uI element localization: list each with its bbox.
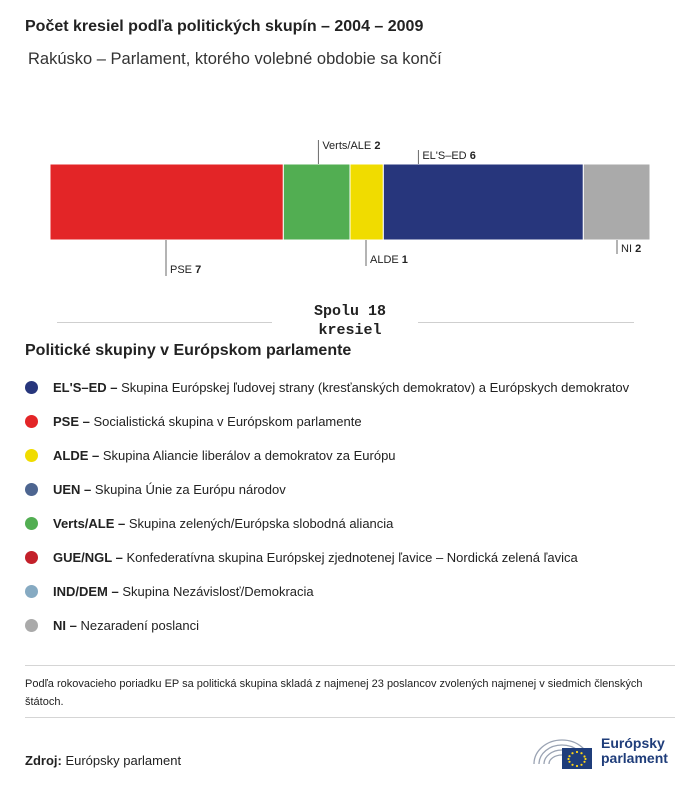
logo-line-1: Európsky	[601, 735, 665, 751]
bar-label-alde: ALDE 1	[370, 254, 408, 266]
legend-item-description: Socialistická skupina v Európskom parlamente	[93, 413, 362, 429]
legend-item-description: Konfederatívna skupina Európskej zjednotenej ľavice – Nordická zelená ľavica	[126, 549, 578, 565]
total-seats	[0, 300, 700, 340]
legend-item-abbr: GUE/NGL –	[53, 549, 123, 565]
legend-item-description: Skupina zelených/Európska slobodná aliancia	[128, 515, 394, 531]
total-seats-text: Spolu 18 kresiel	[313, 303, 386, 339]
legend-item-abbr: NI –	[53, 617, 77, 633]
legend-color-dot-icon	[25, 551, 38, 564]
legend-item-description: Skupina Aliancie liberálov a demokratov za Európu	[102, 447, 396, 463]
legend-item-description: Skupina Únie za Európu národov	[94, 481, 286, 497]
legend-item-abbr: IND/DEM –	[53, 583, 119, 599]
bar-segment-pse	[50, 164, 283, 240]
legend-item	[25, 608, 629, 642]
legend-item	[25, 370, 629, 404]
source-value: Európsky parlament	[65, 753, 182, 768]
legend-item	[25, 438, 629, 472]
chart-title: Počet kresiel podľa politických skupín – 2004 – 2009	[25, 18, 424, 35]
total-divider-right	[418, 322, 634, 323]
legend-color-dot-icon	[25, 483, 38, 496]
legend-item	[25, 574, 629, 608]
logo-line-2: parlament	[601, 750, 668, 766]
bar-segment-alde	[350, 164, 383, 240]
chart-subtitle: Rakúsko – Parlament, ktorého volebné obdobie sa končí	[28, 50, 442, 68]
legend-item-abbr: Verts/ALE –	[53, 515, 126, 531]
legend-color-dot-icon	[25, 381, 38, 394]
bar-label-ni: NI 2	[621, 243, 642, 255]
legend-color-dot-icon	[25, 619, 38, 632]
legend	[25, 370, 629, 642]
legend-item	[25, 506, 629, 540]
legend-item-description: Skupina Európskej ľudovej strany (kresťanských demokratov) a Európskych demokratov	[121, 379, 630, 395]
legend-color-dot-icon	[25, 415, 38, 428]
stacked-bar-chart	[0, 130, 700, 285]
source-label: Zdroj:	[25, 753, 62, 768]
legend-color-dot-icon	[25, 517, 38, 530]
legend-color-dot-icon	[25, 585, 38, 598]
legend-title: Politické skupiny v Európskom parlamente	[25, 342, 352, 359]
legend-item	[25, 472, 629, 506]
bar-segment-ni	[583, 164, 650, 240]
bar-segment-verts-ale	[283, 164, 350, 240]
legend-item	[25, 404, 629, 438]
parliament-hemicycle-icon	[528, 728, 598, 772]
bar-label-verts-ale: Verts/ALE 2	[322, 140, 381, 152]
bar-label-pse: PSE 7	[170, 264, 202, 276]
legend-item	[25, 540, 629, 574]
note-divider-bottom	[25, 717, 675, 718]
note-divider-top	[25, 665, 675, 666]
logo-text	[601, 736, 668, 766]
legend-item-abbr: PSE –	[53, 413, 90, 429]
bar-label-el-s-ed: EL'S–ED 6	[422, 150, 476, 162]
legend-item-abbr: ALDE –	[53, 447, 100, 463]
legend-item-abbr: UEN –	[53, 481, 92, 497]
legend-item-abbr: EL'S–ED –	[53, 379, 118, 395]
legend-item-description: Skupina Nezávislosť/Demokracia	[122, 583, 314, 599]
total-divider-left	[57, 322, 272, 323]
european-parliament-logo	[528, 728, 678, 772]
source	[25, 753, 181, 768]
legend-item-description: Nezaradení poslanci	[80, 617, 199, 633]
bar-segment-el-s-ed	[383, 164, 583, 240]
footnote: Podľa rokovacieho poriadku EP sa politická skupina skladá z najmenej 23 poslancov zvolených najmenej v siedmich členských štátoch.	[25, 678, 643, 708]
legend-color-dot-icon	[25, 449, 38, 462]
